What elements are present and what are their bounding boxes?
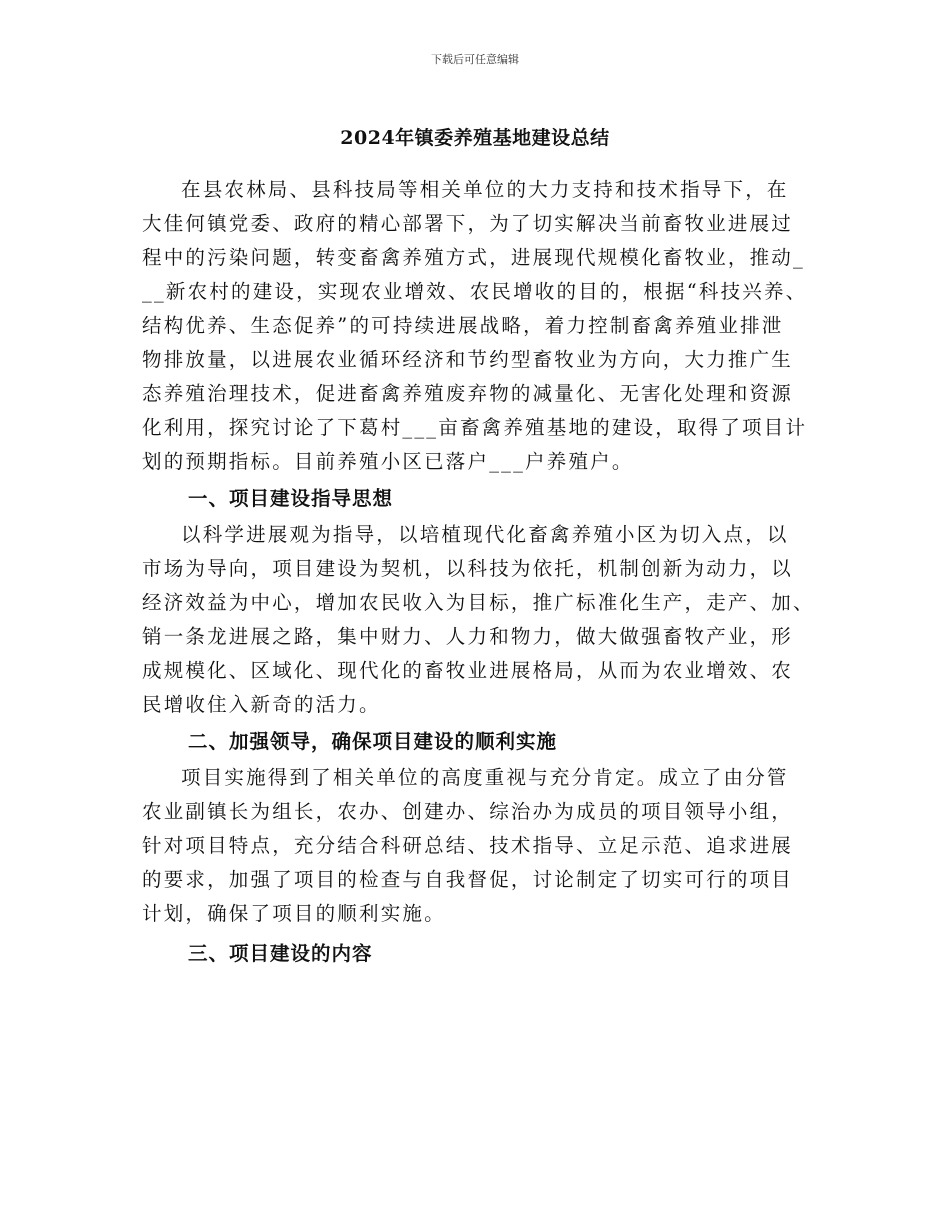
- intro-line: 程中的污染问题，转变畜禽养殖方式，进展现代规模化畜牧业，推动_: [142, 246, 805, 269]
- intro-paragraph: [142, 172, 810, 480]
- intro-line: 结构优养、生态促养”的可持续进展战略，着力控制畜禽养殖业排泄: [142, 314, 784, 337]
- paragraph-line: 农业副镇长为组长，农办、创建办、综治办为成员的项目领导小组，: [142, 800, 794, 823]
- guiding-thought-paragraph: [142, 517, 815, 723]
- intro-line: 大佳何镇党委、政府的精心部署下，为了切实解决当前畜牧业进展过: [142, 212, 794, 235]
- paragraph-line: 项目实施得到了相关单位的高度重视与充分肯定。成立了由分管: [181, 766, 789, 789]
- paragraph-line: 民增收住入新奇的活力。: [142, 693, 381, 716]
- paragraph-line: 计划，确保了项目的顺利实施。: [142, 902, 446, 925]
- section-heading-guiding-thought: 一、项目建设指导思想: [188, 487, 394, 510]
- intro-line: __新农村的建设，实现农业增效、农民增收的目的，根据“科技兴养、: [142, 280, 808, 303]
- paragraph-line: 的要求，加强了项目的检查与自我督促，讨论制定了切实可行的项目: [142, 868, 794, 891]
- paragraph-line: 以科学进展观为指导，以培植现代化畜禽养殖小区为切入点，以: [181, 523, 789, 546]
- intro-line: 划的预期指标。目前养殖小区已落户___户养殖户。: [142, 450, 634, 473]
- page-header-note: 下载后可任意编辑: [431, 53, 519, 66]
- section-heading-content: 三、项目建设的内容: [188, 942, 373, 965]
- paragraph-line: 市场为导向，项目建设为契机，以科技为依托，机制创新为动力，以: [142, 557, 794, 580]
- paragraph-line: 针对项目特点，充分结合科研总结、技术指导、立足示范、追求进展: [142, 834, 794, 857]
- intro-line: 在县农林局、县科技局等相关单位的大力支持和技术指导下，在: [181, 178, 789, 201]
- paragraph-line: 经济效益为中心，增加农民收入为目标，推广标准化生产，走产、加、: [142, 591, 815, 614]
- paragraph-line: 成规模化、区域化、现代化的畜牧业进展格局，从而为农业增效、农: [142, 659, 794, 682]
- document-title: 2024年镇委养殖基地建设总结: [340, 127, 610, 149]
- section-heading-leadership: 二、加强领导，确保项目建设的顺利实施: [188, 730, 558, 753]
- paragraph-line: 销一条龙进展之路，集中财力、人力和物力，做大做强畜牧产业，形: [142, 625, 794, 648]
- document-body: [142, 172, 815, 972]
- intro-line: 物排放量，以进展农业循环经济和节约型畜牧业为方向，大力推广生: [142, 348, 794, 371]
- intro-line: 化利用，探究讨论了下葛村___亩畜禽养殖基地的建设，取得了项目计: [142, 416, 808, 439]
- intro-line: 态养殖治理技术，促进畜禽养殖废弃物的减量化、无害化处理和资源: [142, 382, 794, 405]
- leadership-paragraph: [142, 760, 810, 932]
